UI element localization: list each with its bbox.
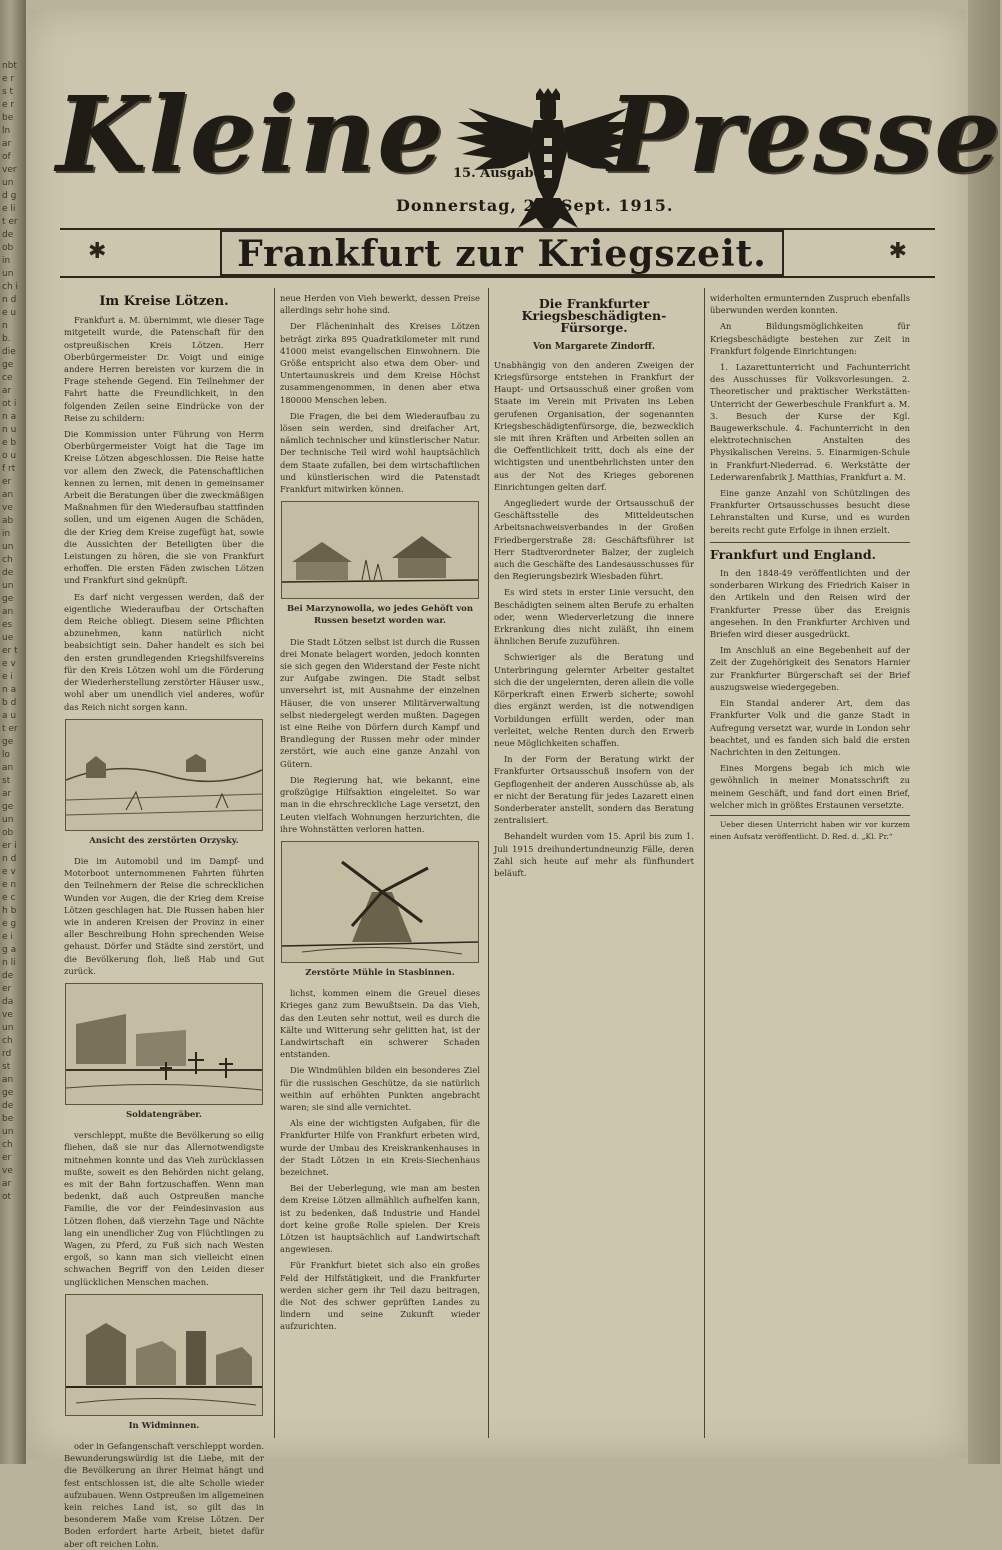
column-3: [494, 292, 694, 1440]
article-paragraph: Angegliedert wurde der Ortsausschuß der Geschäftsstelle des Mitteldeutschen Arbeitsnachweisverbandes in der Großen Friedbergerstraße 28: Geschäftsführer ist Herr Stadtverordneter Balzer, der zugleich auch die Geschäfte des Landesausschusses für den Regierungsbezirk Wiesbaden führt.: [494, 498, 694, 582]
article-paragraph: Die Stadt Lötzen selbst ist durch die Russen drei Monate belagert worden, jedoch konnten sie sich gegen den Widerstand der Feste nicht zur Aufgabe zwingen. Die Stadt selbst unversehrt ist, mit Ausnahme der einzelnen Häuser, die von unserer Militärverwaltung selbst niedergelegt werden mußten. Dagegen ist eine Reihe von Dörfern durch Kampf und Brandlegung der Russen mehr oder minder zerstört, wie auch eine ganze Anzahl von Gütern.: [280, 636, 480, 769]
column-rule: [488, 288, 489, 1438]
star-ornament-icon: ✱: [888, 239, 907, 264]
illustration-caption: Ansicht des zerstörten Orzysky.: [89, 835, 239, 846]
article-heading-fuersorge: Die Frankfurter Kriegsbeschädigten-Fürsorge.: [521, 296, 667, 336]
illustration-muehle: [281, 841, 479, 963]
article-paragraph: Es wird stets in erster Linie versucht, den Beschädigten seinem alten Berufe zu erhalten oder, wenn Wiederverletzung die innere Erkrankung dies nicht zuläßt, ihn einem ähnlichen Berufe zuzuführen.: [494, 587, 694, 647]
masthead-title-left: Kleine: [56, 73, 446, 196]
landscape-sketch-icon: [66, 720, 262, 830]
article-paragraph: widerholten ermunternden Zuspruch ebenfalls überwunden werden konnten.: [710, 293, 910, 316]
article-paragraph: In der Form der Beratung wirkt der Frankfurter Ortsausschuß insofern von der Gepflogenheit der anderen Ausschüsse ab, als er nicht der Beratung für jedes Lazarett einen Sonderberater anstellt, sondern das Beratung zentralisiert.: [494, 754, 694, 826]
article-paragraph: Der Flächeninhalt des Kreises Lötzen beträgt zirka 895 Quadratkilometer mit rund 41000 meist evangelischen Einwohnern. Die Größe entspricht also etwa dem Ober- und Untertaunuskreis und dem Kreise Höchst zusammengenommen, in denen aber etwa 180000 Menschen leben.: [280, 321, 480, 405]
article-paragraph: [64, 428, 264, 587]
article-paragraph: lichst, kommen einem die Greuel dieses Krieges ganz zum Bewußtsein. Da das Vieh, das den Leuten sehr nottut, weil es durch die Kälte und Witterung sehr gelitten hat, ist der Landwirtschaft ein schwerer Schaden entstanden.: [280, 988, 480, 1060]
article-paragraph: Für Frankfurt bietet sich also ein großes Feld der Hilfstätigkeit, und die Frankfurter werden sicher gern ihr Teil dazu beitragen, die Not des schwer geprüften Landes zu lindern und seine Zukunft wieder aufzurichten.: [280, 1260, 480, 1332]
village-sketch-icon: [282, 502, 478, 598]
illustration-soldatengraeber: [65, 983, 263, 1105]
article-paragraph: Es darf nicht vergessen werden, daß der eigentliche Wiederaufbau der Ortschaften dem Reiche obliegt. Diesem seine Pflichten abzunehmen, kann natürlich nicht beabsichtigt sein. Daher handelt es sich bei den ersten grundlegenden Kriegshilfsvereins für den Kreis Lötzen wohl um die Förderung der Wiederherstellung zerstörter Häuser usw., wohl aber um unendlich viel anderes, wofür das Reich nicht sorgen kann.: [64, 591, 264, 712]
headline-banner: [60, 228, 935, 278]
star-ornament-icon: ✱: [88, 239, 107, 264]
article-paragraph: Behandelt wurden vom 15. April bis zum 1. Juli 1915 dreihundertundneunzig Fälle, deren Zahl sich heute auf mehr als fünfhundert beläuft.: [494, 831, 694, 878]
article-lead: Frankfurt a. M. übernimmt, wie dieser Tage mitgeteilt wurde, die Patenschaft für den ostpreußischen Kreis Lötzen. Herr Oberbürgermeister Dr. Voigt und einige andere Herren bereisten vor kurzem die in Frage stehende Gegend. Ein Teilnehmer der Fahrt hatte die Freundlichkeit, in den folgenden Zeilen seine Eindrücke von der Reise zu schildern:: [64, 315, 264, 423]
article-paragraph: Als eine der wichtigsten Aufgaben, für die Frankfurter Hilfe von Frankfurt erbeten wird, wurde der Umbau des Kreiskrankenhauses in der Stadt Lötzen in ein Kreis-Siechenhaus bezeichnet.: [280, 1118, 480, 1177]
illustration-caption: Zerstörte Mühle in Stasbinnen.: [305, 967, 455, 978]
article-paragraph: [494, 359, 694, 493]
illustration-marzynowolla: [281, 501, 479, 599]
ruins-sketch-icon: [66, 1295, 262, 1415]
illustration-caption: Soldatengräber.: [126, 1109, 202, 1120]
illustration-caption: In Widminnen.: [128, 1420, 200, 1431]
article-paragraph: Die Fragen, die bei dem Wiederaufbau zu lösen sein werden, sind dreifacher Art, nämlich technischer und künstlerischer Natur. Der technische Teil wird wohl hauptsächlich dem Staate zufallen, bei dem wirtschaftlichen und künstlerischen wird die Patenstadt Frankfurt mitwirken können.: [280, 410, 480, 495]
article-paragraph: Ein Standal anderer Art, dem das Frankfurter Volk und die ganze Stadt in Aufregung versetzt war, wurde in London sehr beachtet, und es fanden sich bald die ersten Nachrichten in den Zeitungen.: [710, 698, 910, 757]
column-1: [64, 292, 264, 1549]
column-2: [280, 292, 480, 1440]
article-paragraph: neue Herden von Vieh bewerkt, dessen Preise allerdings sehr hohe sind.: [280, 293, 480, 316]
adjacent-page-text-fragments: nbte rs te rbe ln ar of ver und ge lit er de ob in un ch in de un b. die ge ce ar ot in an ue bo uf rt er an ve ab in un ch de un ge an es ue er te ve in ab da ut er ge lo an st ar ge un ob er in de ve ne ch be ge ig an li de er da ve un ch rd st an ge de be un ch er ve ar ot: [2, 61, 19, 1202]
article-paragraph: Schwieriger als die Beratung und Unterbringung gelernter Arbeiter gestaltet sich die der ungelernten, deren allein die volle Körperkraft einen Erwerb sicherte; sowohl dies ergänzt werden, ist die notwendigen Vorbildungen erfüllt werden, oder man verleitet, welche Renten durch den Erwerb neue Möglichkeiten schaffen.: [494, 652, 694, 748]
main-headline: Frankfurt zur Kriegszeit.: [237, 233, 767, 275]
column-rule: [274, 288, 275, 1438]
article-paragraph: Bei der Ueberlegung, wie man am besten dem Kreise Lötzen allmählich aufhelfen kann, ist zu bedenken, daß Industrie und Handel dort keine große Rolle spielen. Der Kreis Lötzen ist hauptsächlich auf Landwirtschaft angewiesen.: [280, 1183, 480, 1255]
article-paragraph: Im Anschluß an eine Begebenheit auf der Zeit der Zugehörigkeit des Senators Harnier zur Frankfurter Bürgerschaft sei der Brief auszugsweise wiedergegeben.: [710, 645, 910, 692]
article-byline: Von Margarete Zindorff.: [532, 341, 656, 352]
adjacent-page-edge: [0, 0, 26, 1464]
headline-box: [220, 230, 784, 276]
article-text: Unabhängig von den anderen Zweigen der Kriegsfürsorge entstehen in Frankfurt der Haupt- und Ortsausschuß einer großen vom Staate im Verein mit Privaten ins Leben gerufenen Organisation, der sogenannten Kriegsbeschädigtenfürsorge, die, bezwecklich sie mit ihren Kräften und Arbeiten sollen an die Oeffentlichkeit tritt, doch als eine der wichtigsten und unentbehrlichsten unter den aus der Not des Krieges geborenen Einrichtungen gelten darf.: [494, 359, 694, 492]
dateline: Donnerstag, 23. Sept. 1915.: [396, 196, 674, 215]
windmill-sketch-icon: [282, 842, 478, 962]
article-paragraph: In den 1848-49 veröffentlichten und der sonderbaren Wirkung des Friedrich Kaiser in den Artikeln und den Reisen wird der Frankfurter Presse über das Ereignis angesehen. In den Frankfurter Archiven und Briefen wird dieser ausgedrückt.: [710, 568, 910, 640]
footnote: Ueber diesen Unterricht haben wir vor kurzem einen Aufsatz veröffentlicht. D. Red. d. „Kl. Pr.“: [710, 815, 910, 843]
article-paragraph: verschleppt, mußte die Bevölkerung so eilig fliehen, daß sie nur das Allernotwendigste mitnehmen konnte und das Vieh zurücklassen mußte, soweit es den Behörden nicht gelang, es mit der Bahn fortzuschaffen. Wenn man bedenkt, daß auch Ostpreußen manche Familie, die vor der Feindesinvasion aus Lötzen flohen, daß vierzehn Tage und Nächte lang ein unendlicher Zug von Flüchtlingen zu Wagen, zu Pferd, zu Fuß sich nach Westen ergoß, so kann man sich vielleicht einen schwachen Begriff von den Leiden dieser unglücklichen Menschen machen.: [64, 1130, 264, 1287]
education-list: 1. Lazarettunterricht und Fachunterricht des Ausschusses für Volksvorlesungen. 2. Theoretischer und praktischer Werkstätten-Unterricht der Gewerbeschule Frankfurt a. M. 3. Besuch der Kurse der Kgl. Baugewerkschule. 4. Fachunterricht in den elektrotechnischen Anstalten des Physikalischen Vereins. 5. Einarmigen-Schule in Frankfurt-Niederrad. 6. Werkstätte der Lederwarenfabrik J. Matthias, Frankfurt a. M.: [710, 362, 910, 482]
illustration-widminnen: [65, 1294, 263, 1416]
article-heading-loetzen: Im Kreise Lötzen.: [99, 294, 229, 309]
article-paragraph: Die Regierung hat, wie bekannt, eine großzügige Hilfsaktion eingeleitet. So war man in die ehrschreckliche Lage versetzt, den Leuten vielfach Wohnungen herzurichten, die ihre Wohnstätten verloren hatten.: [280, 774, 480, 834]
illustration-caption: Bei Marzynowolla, wo jedes Gehöft von Russen besetzt worden war.: [286, 604, 474, 627]
article-paragraph: Die im Automobil und im Dampf- und Motorboot unternommenen Fahrten führten den Teilnehmern der Reise die schrecklichen Wunden vor Augen, die der Krieg dem Kreise Lötzen geschlagen hat. Die Russen haben hier wie in anderen Kreisen der Provinz in einer aller Beschreibung Hohn sprechenden Weise gehaust. Dörfer und Städte sind zerstört, und die Bevölkerung floh, ließ Hab und Gut zurück.: [64, 855, 264, 976]
newspaper-page: [28, 10, 1002, 1549]
article-heading-england: Frankfurt und England.: [710, 542, 910, 561]
article-paragraph: An Bildungsmöglichkeiten für Kriegsbeschädigte bestehen zur Zeit in Frankfurt folgende Einrichtungen:: [710, 321, 910, 356]
article-paragraph: oder in Gefangenschaft verschleppt worden. Bewunderungswürdig ist die Liebe, mit der die Bevölkerung an ihrer Heimat hängt und fest entschlossen ist, die alte Scholle wieder aufzubauen. Wenn Ostpreußen im allgemeinen kein reiches Land ist, so gilt das in besonderem Maße vom Kreise Lötzen. Der Boden erfordert harte Arbeit, bietet dafür aber oft reichen Lohn.: [64, 1440, 264, 1549]
masthead-title-right: Presse: [608, 73, 1002, 196]
column-4: [710, 292, 910, 1440]
column-rule: [704, 288, 705, 1438]
illustration-orzysky: [65, 719, 263, 831]
article-paragraph: Eines Morgens begab ich mich wie gewöhnlich in meiner Monatsschrift zu meinem Geschäft, und fand dort einen Brief, welcher mich in größtes Erstaunen versetzte.: [710, 763, 910, 810]
article-paragraph: Die Windmühlen bilden ein besonderes Ziel für die russischen Geschütze, da sie natürlich weithin auf erhöhten Punkten angebracht waren; sie sind alle vernichtet.: [280, 1065, 480, 1112]
article-text: Die Kommission unter Führung von Herrn Oberbürgermeister Voigt hat die Tage im Kreise Lötzen abgeschlossen. Die Reise hatte vor allem den Zweck, die Patenschaftlichen kennen zu lernen, mit denen in gemeinsamer Arbeit die Beratungen über die zweckmäßigen Maßnahmen für den Wiederaufbau stattfinden sollen, und um eigenen Augen die Schäden, die der Krieg dem Kreise zugefügt hat, sowie die Aussichten der Beteiligten über die Leistungen zu hören, die sie von Frankfurt erhoffen. Die ersten Fäden zwischen Lötzen und Frankfurt sind geknüpft.: [64, 429, 264, 586]
edition-number: 15. Ausgabe.: [453, 166, 547, 181]
article-paragraph: Eine ganze Anzahl von Schützlingen des Frankfurter Ortsausschusses besucht diese Lehranstalten und Kurse, und es wurden bereits recht gute Erfolge in ihnen erzielt.: [710, 488, 910, 535]
graves-sketch-icon: [66, 984, 262, 1104]
right-page-edge: [968, 0, 1000, 1464]
